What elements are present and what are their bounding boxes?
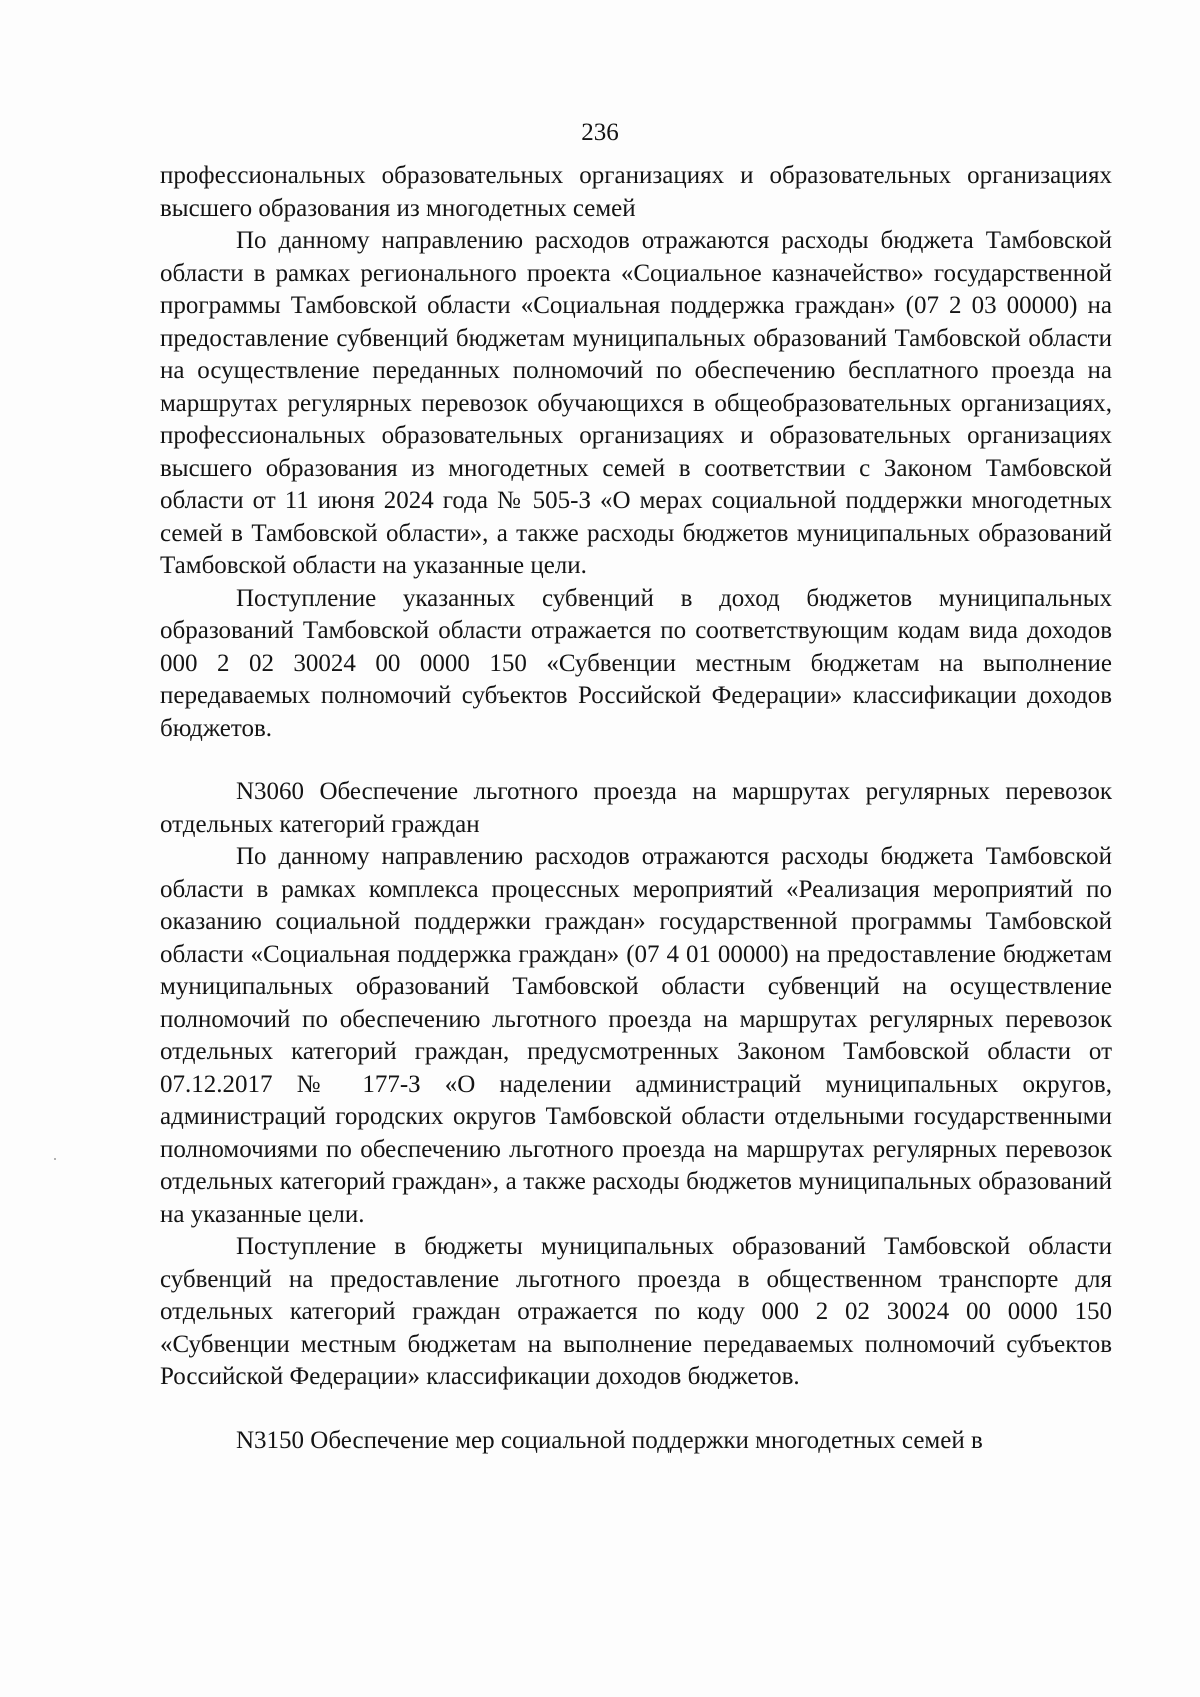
paragraph-budget-expenses-discount-travel: По данному направлению расходов отражаются расходы бюджета Тамбовской области в рамках комплекса процессных мероприятий «Реализация мероприятий по оказанию социальной поддержки граждан» государственной программы Тамбовской области «Социальная поддержка граждан» (07 4 01 00000) на предоставление бюджетам муниципальных образований Тамбовской области субвенций на осуществление полномочий по обеспечению льготного проезда на маршрутах регулярных перевозок отдельных категорий граждан, предусмотренных Законом Тамбовской области от 07.12.2017 № 177-З «О наделении администраций муниципальных округов, администраций городских округов Тамбовской области отдельными государственными полномочиями по обеспечению льготного проезда на маршрутах регулярных перевозок отдельных категорий граждан», а также расходы бюджетов муниципальных образований на указанные цели. — [160, 843, 1112, 1228]
section-heading-n3060: N3060 Обеспечение льготного проезда на маршрутах регулярных перевозок отдельных категорий граждан — [160, 778, 1112, 838]
page-number: 236 — [581, 119, 619, 146]
paragraph-continuation: профессиональных образовательных организациях и образовательных организациях высшего образования из многодетных семей — [160, 162, 1112, 222]
paragraph-subvention-income-codes: Поступление указанных субвенций в доход бюджетов муниципальных образований Тамбовской области отражается по соответствующим кодам вида доходов 000 2 02 30024 00 0000 150 «Субвенции местным бюджетам на выполнение передаваемых полномочий субъектов Российской Федерации» классификации доходов бюджетов. — [160, 584, 1112, 742]
section-heading-n3150: N3150 Обеспечение мер социальной поддержки многодетных семей в — [236, 1426, 983, 1454]
document-body — [160, 160, 1112, 1457]
paragraph-budget-expenses-free-travel: По данному направлению расходов отражаются расходы бюджета Тамбовской области в рамках регионального проекта «Социальное казначейство» государственной программы Тамбовской области «Социальная поддержка граждан» (07 2 03 00000) на предоставление субвенций бюджетам муниципальных образований Тамбовской области на осуществление переданных полномочий по обеспечению бесплатного проезда на маршрутах регулярных перевозок обучающихся в общеобразовательных организациях, профессиональных образовательных организациях и образовательных организациях высшего образования из многодетных семей в соответствии с Законом Тамбовской области от 11 июня 2024 года № 505-З «О мерах социальной поддержки многодетных семей в Тамбовской области», а также расходы бюджетов муниципальных образований Тамбовской области на указанные цели. — [160, 227, 1112, 579]
margin-mark — [54, 1158, 56, 1160]
paragraph-subvention-income-code: Поступление в бюджеты муниципальных образований Тамбовской области субвенций на предоставление льготного проезда в общественном транспорте для отдельных категорий граждан отражается по коду 000 2 02 30024 00 0000 150 «Субвенции местным бюджетам на выполнение передаваемых полномочий субъектов Российской Федерации» классификации доходов бюджетов. — [160, 1233, 1112, 1390]
